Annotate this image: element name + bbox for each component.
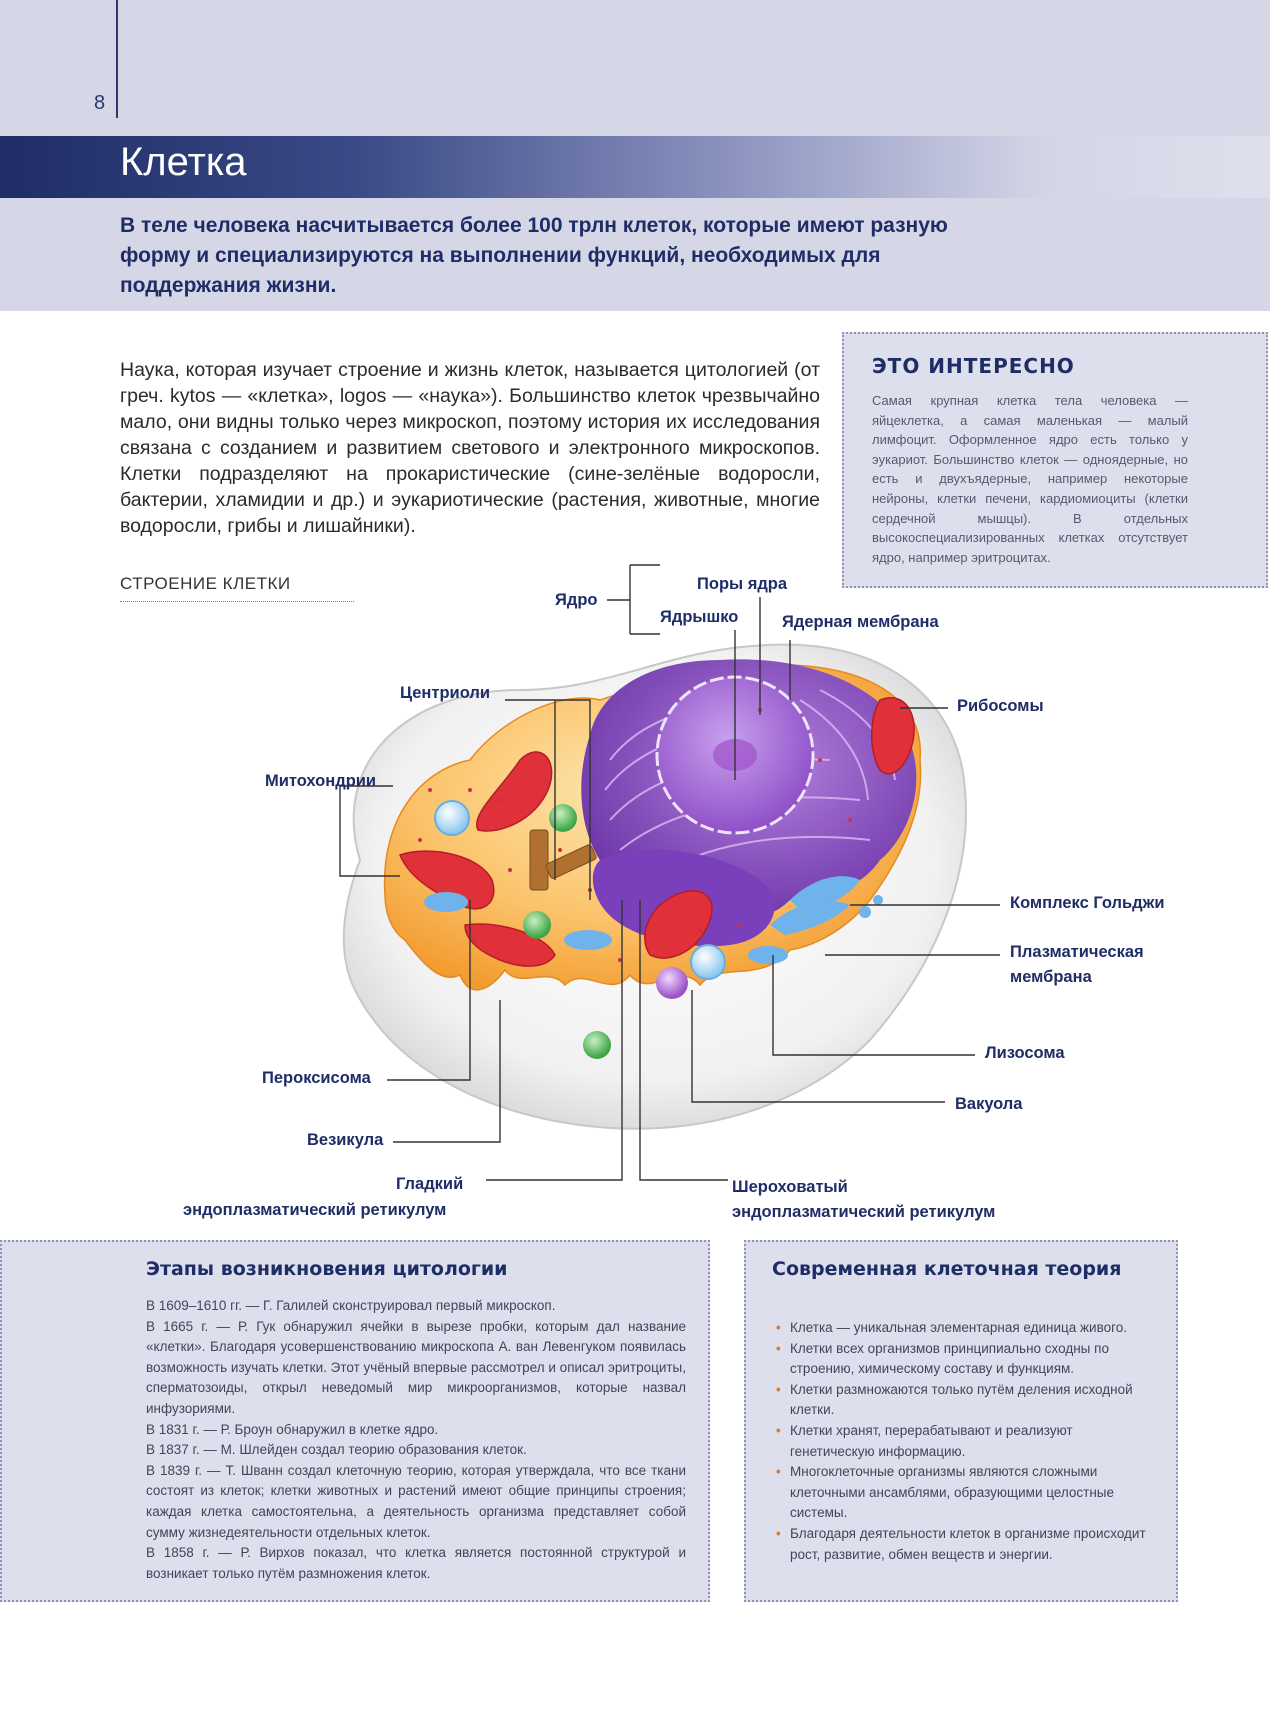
lead-paragraph: В теле человека насчитывается более 100 трлн клеток, которые имеют разную форму и специализируются на выполнении функций, необходимых для поддержания жизни.: [120, 214, 948, 297]
label-golgi: Комплекс Гольджи: [1010, 894, 1165, 912]
label-plasma-membrane-2: мембрана: [1010, 968, 1092, 986]
history-item: В 1665 г. — Р. Гук обнаружил ячейки в вырезе пробки, которым дал название «клетки». Благодаря усовершенствованию микроскопа А. ван Левенгуком появилась возможность изучать клетки. Этот учёный впервые рассмотрел и описал эритроциты, сперматозоиды, открыл неведомый мир микроорганизмов, которые назвал инфузориями.: [146, 1318, 686, 1416]
label-smooth-er: Гладкий: [396, 1175, 464, 1193]
label-plasma-membrane: Плазматическая: [1010, 943, 1144, 961]
theory-item: • Благодаря деятельности клеток в организме происходит рост, развитие, обмен веществ и энергии.: [774, 1524, 1158, 1565]
history-item: В 1858 г. — Р. Вирхов показал, что клетка является постоянной структурой и возникает только путём размножения клеток.: [146, 1545, 686, 1581]
interesting-heading: ЭТО ИНТЕРЕСНО: [872, 354, 1075, 378]
label-centrioles: Центриоли: [400, 684, 490, 702]
page-number: 8: [94, 92, 106, 114]
label-peroxisome: Пероксисома: [262, 1069, 371, 1087]
diagram-section-title: СТРОЕНИЕ КЛЕТКИ: [120, 574, 291, 593]
history-item: В 1831 г. — Р. Броун обнаружил в клетке ядро.: [146, 1421, 439, 1437]
history-item: В 1839 г. — Т. Шванн создал клеточную теорию, которая утверждала, что все ткани состоят из клеток; клетки животных и растений имеют общие принципы строения; каждая клетка самостоятельна, а деятельность организма представляет собой сумму жизнедеятельности отдельных клеток.: [146, 1462, 686, 1540]
theory-item: • Клетка — уникальная элементарная единица живого.: [774, 1318, 1158, 1339]
theory-item: • Клетки размножаются только путём деления исходной клетки.: [774, 1380, 1158, 1421]
label-rough-er-2: эндоплазматический ретикулум: [732, 1203, 996, 1221]
theory-item: • Клетки всех организмов принципиально сходны по строению, химическому составу и функциям.: [774, 1339, 1158, 1380]
label-rough-er: Шероховатый: [732, 1178, 848, 1196]
interesting-text: Самая крупная клетка тела человека — яйцеклетка, а самая маленькая — малый лимфоцит. Оформленное ядро есть только у эукариот. Большинство клеток — одноядерные, но есть и двухъядерные, например некоторые нейроны, клетки печени, кардиомиоциты (клетки сердечной мышцы). В отдельных высокоспециализированных клетках отсутствует ядро, например эритроцитах.: [872, 393, 1188, 565]
history-item: В 1837 г. — М. Шлейден создал теорию образования клеток.: [146, 1442, 527, 1458]
intro-paragraph: Наука, которая изучает строение и жизнь клеток, называется цитологией (от греч. kytos — «клетка», logos — «наука»). Большинство клеток чрезвычайно мало, они видны только через микроскоп, поэтому история их исследования связана с созданием и развитием светового и электронного микроскопов. Клетки подразделяют на прокаристические (сине-зелёные водоросли, бактерии, хламидии и др.) и эукариотические (растения, животные, многие водоросли, грибы и лишайники).: [120, 359, 820, 537]
label-smooth-er-2: эндоплазматический ретикулум: [183, 1201, 447, 1219]
label-mitochondria: Митохондрии: [265, 772, 377, 790]
label-vesicle: Везикула: [307, 1131, 384, 1149]
theory-heading: Современная клеточная теория: [772, 1258, 1122, 1280]
theory-box: [744, 1240, 1178, 1602]
page-title: Клетка: [120, 140, 247, 184]
history-box: [0, 1240, 710, 1602]
history-item: В 1609–1610 гг. — Г. Галилей сконструировал первый микроскоп.: [146, 1298, 556, 1313]
label-vacuole: Вакуола: [955, 1095, 1023, 1113]
label-nucleolus: Ядрышко: [660, 608, 739, 626]
theory-list: [774, 1318, 1158, 1565]
history-list: [146, 1296, 686, 1584]
label-ribosomes: Рибосомы: [957, 697, 1044, 715]
label-nuclear-membrane: Ядерная мембрана: [782, 613, 939, 631]
label-nucleus: Ядро: [555, 591, 598, 609]
label-lysosome: Лизосома: [985, 1044, 1065, 1062]
theory-item: • Клетки хранят, перерабатывают и реализуют генетическую информацию.: [774, 1421, 1158, 1462]
label-nuclear-pores: Поры ядра: [697, 575, 788, 593]
theory-item: • Многоклеточные организмы являются сложными клеточными ансамблями, образующими целостные системы.: [774, 1462, 1158, 1524]
history-heading: Этапы возникновения цитологии: [146, 1258, 508, 1280]
